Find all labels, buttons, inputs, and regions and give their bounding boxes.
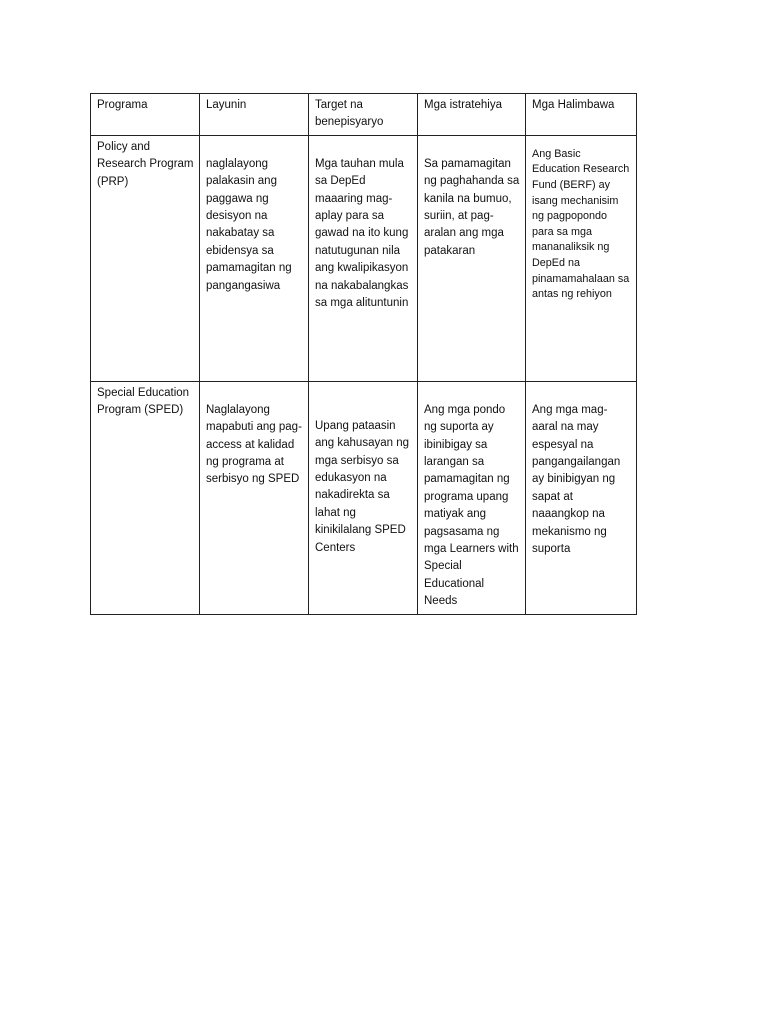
cell-text: Special Education Program (SPED) (97, 386, 190, 417)
header-label: Mga Halimbawa (532, 99, 615, 111)
cell-programa (91, 381, 200, 614)
cell-text: Naglalayong mapabuti ang pag-access at kalidad ng programa at serbisyo ng SPED (206, 403, 302, 486)
header-cell-target (309, 94, 418, 136)
cell-target (309, 381, 418, 614)
table-header-row (91, 94, 637, 136)
header-label: Programa (97, 99, 148, 111)
cell-layunin (200, 135, 309, 381)
cell-halimbawa (526, 135, 637, 381)
header-label: Target na benepisyaryo (315, 99, 384, 129)
table-row (91, 135, 637, 381)
cell-text: Ang mga mag-aaral na may espesyal na pangangailangan ay binibigyan ng sapat at naaangkop na mekanismo ng suporta (532, 403, 621, 556)
cell-text: Ang Basic Education Research Fund (BERF) ay isang mechanisim ng pagpopondo para sa mga mananaliksik ng DepEd na pinamamahalaan sa antas ng rehiyon (532, 147, 630, 301)
cell-target (309, 135, 418, 381)
cell-text: Mga tauhan mula sa DepEd maaaring mag-aplay para sa gawad na ito kung natutugunan nila ang kwalipikasyon na nakabalangkas sa mga alituntunin (315, 157, 409, 310)
header-label: Layunin (206, 99, 247, 111)
cell-text: Sa pamamagitan ng paghahanda sa kanila na bumuo, suriin, at pag-aralan ang mga patakaran (424, 157, 520, 257)
cell-programa (91, 135, 200, 381)
cell-text: naglalayong palakasin ang paggawa ng desisyon na nakabatay sa ebidensya sa pamamagitan ng pangangasiwa (206, 157, 292, 292)
header-label: Mga istratehiya (424, 99, 502, 111)
table-row (91, 381, 637, 614)
cell-halimbawa (526, 381, 637, 614)
cell-layunin (200, 381, 309, 614)
program-table (90, 93, 637, 615)
header-cell-programa (91, 94, 200, 136)
cell-istratehiya (418, 381, 526, 614)
header-cell-halimbawa (526, 94, 637, 136)
header-cell-istratehiya (418, 94, 526, 136)
cell-istratehiya (418, 135, 526, 381)
cell-text: Policy and Research Program (PRP) (97, 140, 194, 188)
header-cell-layunin (200, 94, 309, 136)
cell-text: Ang mga pondo ng suporta ay ibinibigay sa larangan sa pamamagitan ng programa upang matiyak ang pagsasama ng mga Learners with Special Educational Needs (424, 403, 519, 608)
cell-text: Upang pataasin ang kahusayan ng mga serbisyo sa edukasyon na nakadirekta sa lahat ng kinikilalang SPED Centers (315, 419, 409, 554)
